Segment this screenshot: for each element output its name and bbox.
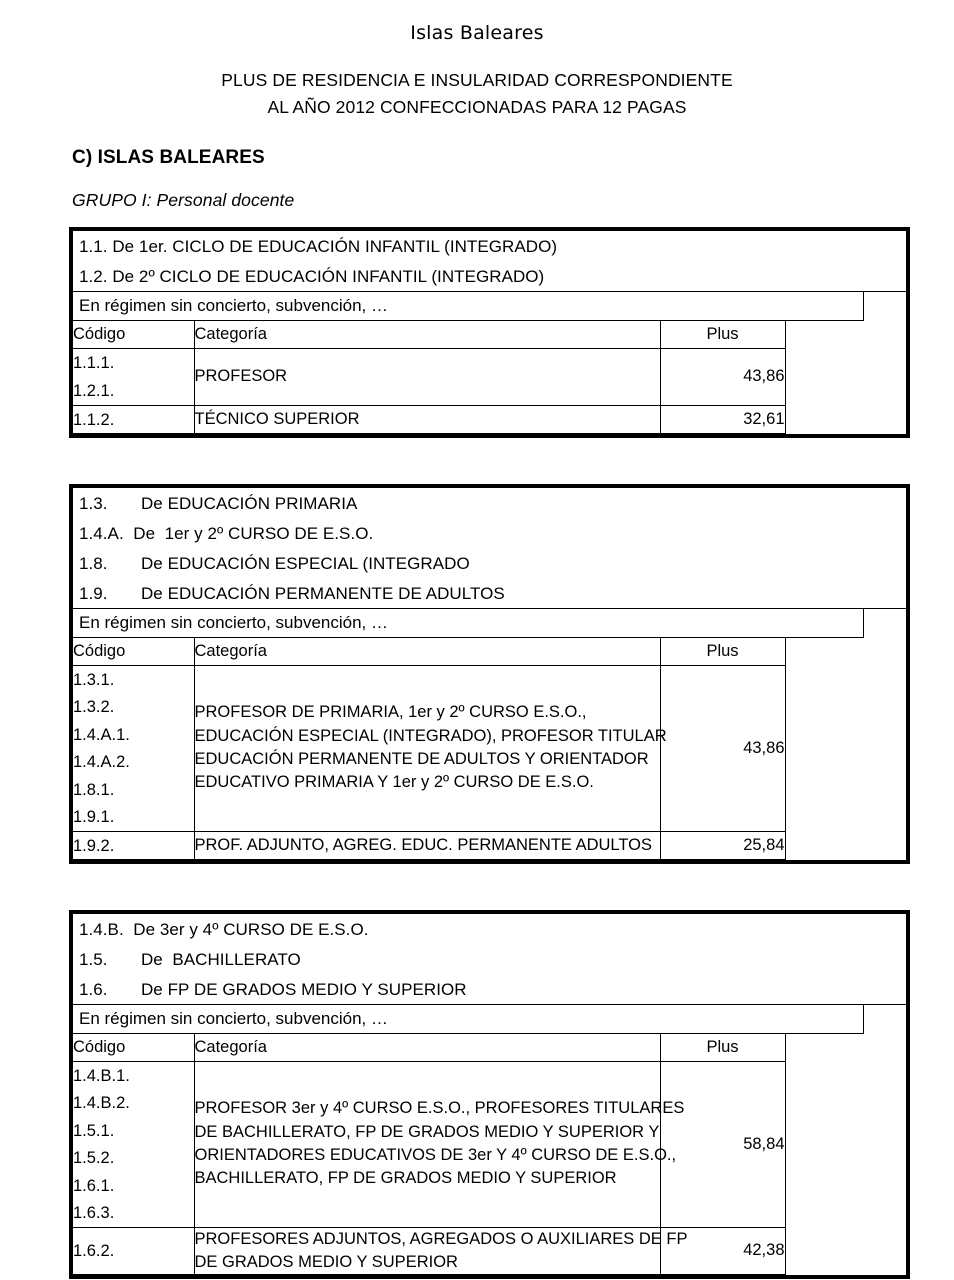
code-line: 1.1.2. — [73, 410, 115, 429]
column-header-plus: Plus — [660, 638, 785, 665]
cell-plus-value: 43,86 — [660, 348, 785, 405]
category-line: EDUCACIÓN PERMANENTE DE ADULTOS Y ORIENTADOR — [194, 750, 649, 769]
table-row — [73, 1227, 785, 1275]
code-line: 1.3.2. — [73, 698, 115, 717]
table-header-row — [73, 1034, 785, 1061]
code-line: 1.4.B.2. — [73, 1094, 130, 1113]
code-line: 1.9.2. — [73, 836, 115, 855]
block-heading-lines — [73, 914, 906, 1005]
plus-table — [73, 321, 786, 434]
code-line: 1.6.1. — [73, 1176, 115, 1195]
table-header-row — [73, 638, 785, 665]
cell-code — [73, 1227, 194, 1275]
code-line: 1.5.1. — [73, 1121, 115, 1140]
block-gap — [0, 438, 954, 468]
cell-plus-value: 43,86 — [660, 665, 785, 831]
column-header-plus: Plus — [660, 1034, 785, 1061]
code-line: 1.3.1. — [73, 670, 115, 689]
block-heading-line: 1.1. De 1er. CICLO DE EDUCACIÓN INFANTIL (INTEGRADO) — [79, 237, 558, 257]
plus-table — [73, 1034, 786, 1275]
cell-category — [194, 831, 660, 860]
category-line: DE BACHILLERATO, FP DE GRADOS MEDIO Y SUPERIOR Y — [194, 1122, 660, 1141]
table-block-inner — [73, 488, 906, 860]
block-heading-line: 1.5. De BACHILLERATO — [79, 950, 301, 970]
table-row — [73, 1061, 785, 1227]
page-title: Islas Baleares — [410, 22, 544, 44]
block-heading-lines — [73, 231, 906, 292]
category-line: EDUCACIÓN ESPECIAL (INTEGRADO), PROFESOR TITULAR — [194, 726, 667, 745]
category-line: EDUCATIVO PRIMARIA Y 1er y 2º CURSO DE E.S.O. — [194, 773, 594, 792]
column-header-code: Código — [73, 1034, 194, 1061]
block-heading-line: 1.9. De EDUCACIÓN PERMANENTE DE ADULTOS — [79, 584, 505, 604]
regimen-label: En régimen sin concierto, subvención, … — [73, 609, 864, 638]
code-line: 1.6.3. — [73, 1204, 115, 1223]
document-subtitle — [0, 67, 954, 121]
category-line: PROF. ADJUNTO, AGREG. EDUC. PERMANENTE ADULTOS — [194, 835, 653, 854]
regimen-label: En régimen sin concierto, subvención, … — [73, 292, 864, 321]
code-line: 1.4.B.1. — [73, 1066, 130, 1085]
regimen-row — [73, 1005, 906, 1034]
block-heading-line: 1.2. De 2º CICLO DE EDUCACIÓN INFANTIL (INTEGRADO) — [79, 267, 545, 287]
cell-plus-value: 32,61 — [660, 405, 785, 434]
cell-category — [194, 348, 660, 405]
cell-plus-value: 25,84 — [660, 831, 785, 860]
cell-plus-value: 58,84 — [660, 1061, 785, 1227]
table-block-inner — [73, 914, 906, 1275]
table-header-row — [73, 321, 785, 348]
column-header-code: Código — [73, 321, 194, 348]
category-line: PROFESOR — [194, 366, 288, 385]
subtitle-line-2: AL AÑO 2012 CONFECCIONADAS PARA 12 PAGAS — [267, 96, 687, 117]
block-heading-line: 1.8. De EDUCACIÓN ESPECIAL (INTEGRADO — [79, 554, 470, 574]
code-line: 1.2.1. — [73, 381, 115, 400]
regimen-row — [73, 609, 906, 638]
block-heading-line: 1.3. De EDUCACIÓN PRIMARIA — [79, 494, 358, 514]
regimen-label: En régimen sin concierto, subvención, … — [73, 1005, 864, 1034]
table-block — [69, 227, 910, 438]
code-line: 1.8.1. — [73, 780, 115, 799]
category-line: TÉCNICO SUPERIOR — [194, 409, 360, 428]
block-heading-line: 1.4.A. De 1er y 2º CURSO DE E.S.O. — [79, 524, 374, 544]
cell-code — [73, 665, 194, 831]
section-heading: C) ISLAS BALEARES — [72, 147, 265, 169]
table-row — [73, 831, 785, 860]
column-header-category: Categoría — [194, 638, 660, 665]
cell-code — [73, 348, 194, 405]
table-block — [69, 910, 910, 1279]
column-header-code: Código — [73, 638, 194, 665]
column-header-category: Categoría — [194, 321, 660, 348]
cell-category — [194, 405, 660, 434]
block-heading-line: 1.6. De FP DE GRADOS MEDIO Y SUPERIOR — [79, 980, 467, 1000]
table-blocks-container — [0, 227, 954, 1279]
table-row — [73, 665, 785, 831]
cell-category — [194, 1227, 688, 1275]
document-page — [0, 22, 954, 1279]
code-line: 1.4.A.2. — [73, 753, 130, 772]
subtitle-line-1: PLUS DE RESIDENCIA E INSULARIDAD CORRESPONDIENTE — [221, 69, 733, 90]
cell-code — [73, 405, 194, 434]
code-line: 1.6.2. — [73, 1242, 115, 1261]
cell-category — [194, 1061, 685, 1227]
table-block-inner — [73, 231, 906, 434]
block-heading-lines — [73, 488, 906, 609]
plus-table — [73, 638, 786, 860]
category-line: PROFESORES ADJUNTOS, AGREGADOS O AUXILIARES DE FP — [194, 1229, 688, 1248]
code-line: 1.9.1. — [73, 808, 115, 827]
code-line: 1.1.1. — [73, 354, 115, 373]
table-block — [69, 484, 910, 864]
column-header-plus: Plus — [660, 321, 785, 348]
cell-code — [73, 1061, 194, 1227]
category-line: BACHILLERATO, FP DE GRADOS MEDIO Y SUPERIOR — [194, 1169, 617, 1188]
category-line: PROFESOR DE PRIMARIA, 1er y 2º CURSO E.S.O., — [194, 703, 587, 722]
code-line: 1.5.2. — [73, 1149, 115, 1168]
cell-category — [194, 665, 667, 831]
cell-code — [73, 831, 194, 860]
code-line: 1.4.A.1. — [73, 725, 130, 744]
category-line: PROFESOR 3er y 4º CURSO E.S.O., PROFESORES TITULARES — [194, 1099, 685, 1118]
category-line: DE GRADOS MEDIO Y SUPERIOR — [194, 1252, 458, 1271]
table-row — [73, 405, 785, 434]
group-heading: GRUPO I: Personal docente — [72, 190, 295, 211]
regimen-row — [73, 292, 906, 321]
category-line: ORIENTADORES EDUCATIVOS DE 3er Y 4º CURSO DE E.S.O., — [194, 1146, 677, 1165]
column-header-category: Categoría — [194, 1034, 660, 1061]
cell-plus-value: 42,38 — [660, 1227, 785, 1275]
table-row — [73, 348, 785, 405]
block-heading-line: 1.4.B. De 3er y 4º CURSO DE E.S.O. — [79, 920, 369, 940]
block-gap — [0, 864, 954, 894]
